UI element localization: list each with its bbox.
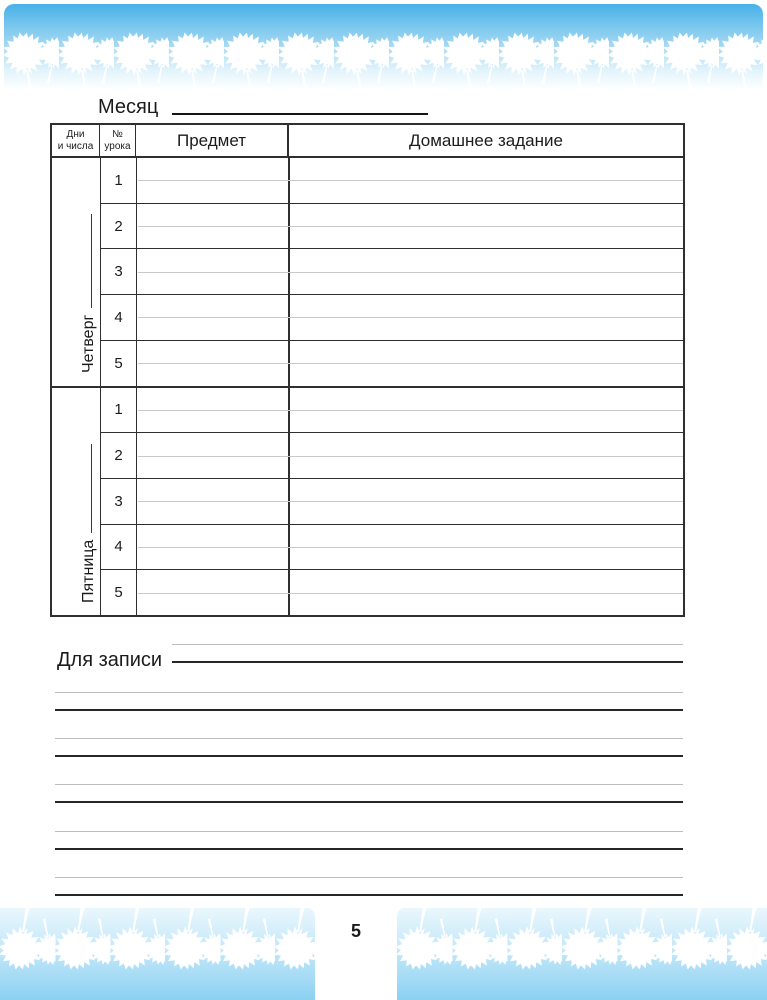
day-cell: [52, 158, 101, 386]
top-leaf-banner: [4, 4, 763, 90]
header-lesson-number: [100, 125, 136, 156]
header-days-line2: и числа: [57, 140, 94, 152]
header-days-line1: Дни: [66, 129, 85, 140]
notes-write-line[interactable]: [55, 877, 683, 896]
ruled-midline: [138, 180, 683, 181]
notes-write-line[interactable]: [55, 831, 683, 850]
day-name: Четверг: [80, 314, 97, 373]
maple-leaf-pattern-icon: [0, 908, 315, 1000]
header-lesson-line2: урока: [104, 140, 131, 152]
day-rotated-label: [52, 158, 100, 387]
lesson-row: [101, 341, 683, 386]
date-fill-line[interactable]: [91, 214, 92, 308]
ruled-midline: [138, 501, 683, 502]
day-rotated-label: [52, 388, 100, 617]
lesson-number: 5: [101, 341, 137, 386]
lesson-number: 2: [101, 433, 137, 478]
day-cell: [52, 388, 101, 616]
header-lesson-line1: №: [112, 129, 123, 140]
lesson-row: [101, 525, 683, 571]
schedule-table: [50, 123, 685, 617]
ruled-midline: [138, 226, 683, 227]
notes-write-line[interactable]: [55, 738, 683, 757]
lesson-row: [101, 433, 683, 479]
month-label: Месяц: [98, 96, 159, 118]
lesson-number: 1: [101, 158, 137, 203]
schedule-header-row: [52, 125, 683, 158]
notes-write-line[interactable]: [55, 692, 683, 711]
ruled-midline: [138, 410, 683, 411]
lesson-row: [101, 158, 683, 204]
maple-leaf-pattern-icon: [4, 4, 763, 90]
header-subject-label: Предмет: [176, 130, 247, 150]
maple-leaf-pattern-icon: [397, 908, 767, 1000]
ruled-midline: [138, 593, 683, 594]
lesson-number: 2: [101, 204, 137, 249]
date-fill-line[interactable]: [91, 444, 92, 533]
lesson-row: [101, 479, 683, 525]
header-days-and-dates: [52, 125, 100, 156]
lesson-row: [101, 570, 683, 615]
lesson-number: 4: [101, 525, 137, 570]
ruled-midline: [138, 456, 683, 457]
header-homework-label: Домашнее задание: [409, 130, 563, 150]
ruled-midline: [138, 272, 683, 273]
bottom-left-leaf-banner: [0, 908, 315, 1000]
lesson-number: 4: [101, 295, 137, 340]
lesson-row: [101, 249, 683, 295]
ruled-midline: [138, 317, 683, 318]
day-name: Пятница: [80, 539, 97, 603]
lesson-number: 3: [101, 479, 137, 524]
lesson-row: [101, 204, 683, 250]
lesson-number: 1: [101, 388, 137, 433]
header-subject: [136, 125, 289, 156]
page-number: 5: [350, 921, 361, 941]
lesson-number: 3: [101, 249, 137, 294]
lesson-row: [101, 388, 683, 434]
day-block-friday: [52, 386, 683, 616]
notes-write-line[interactable]: [172, 644, 683, 663]
day-block-thursday: [52, 158, 683, 386]
lesson-rows: [101, 158, 683, 386]
notes-write-line[interactable]: [55, 784, 683, 803]
month-fill-in-line[interactable]: [172, 113, 428, 115]
bottom-right-leaf-banner: [397, 908, 767, 1000]
lesson-number: 5: [101, 570, 137, 615]
lesson-rows: [101, 388, 683, 616]
notes-label: Для записи: [57, 649, 163, 671]
ruled-midline: [138, 363, 683, 364]
lesson-row: [101, 295, 683, 341]
ruled-midline: [138, 547, 683, 548]
header-homework: [289, 125, 683, 156]
